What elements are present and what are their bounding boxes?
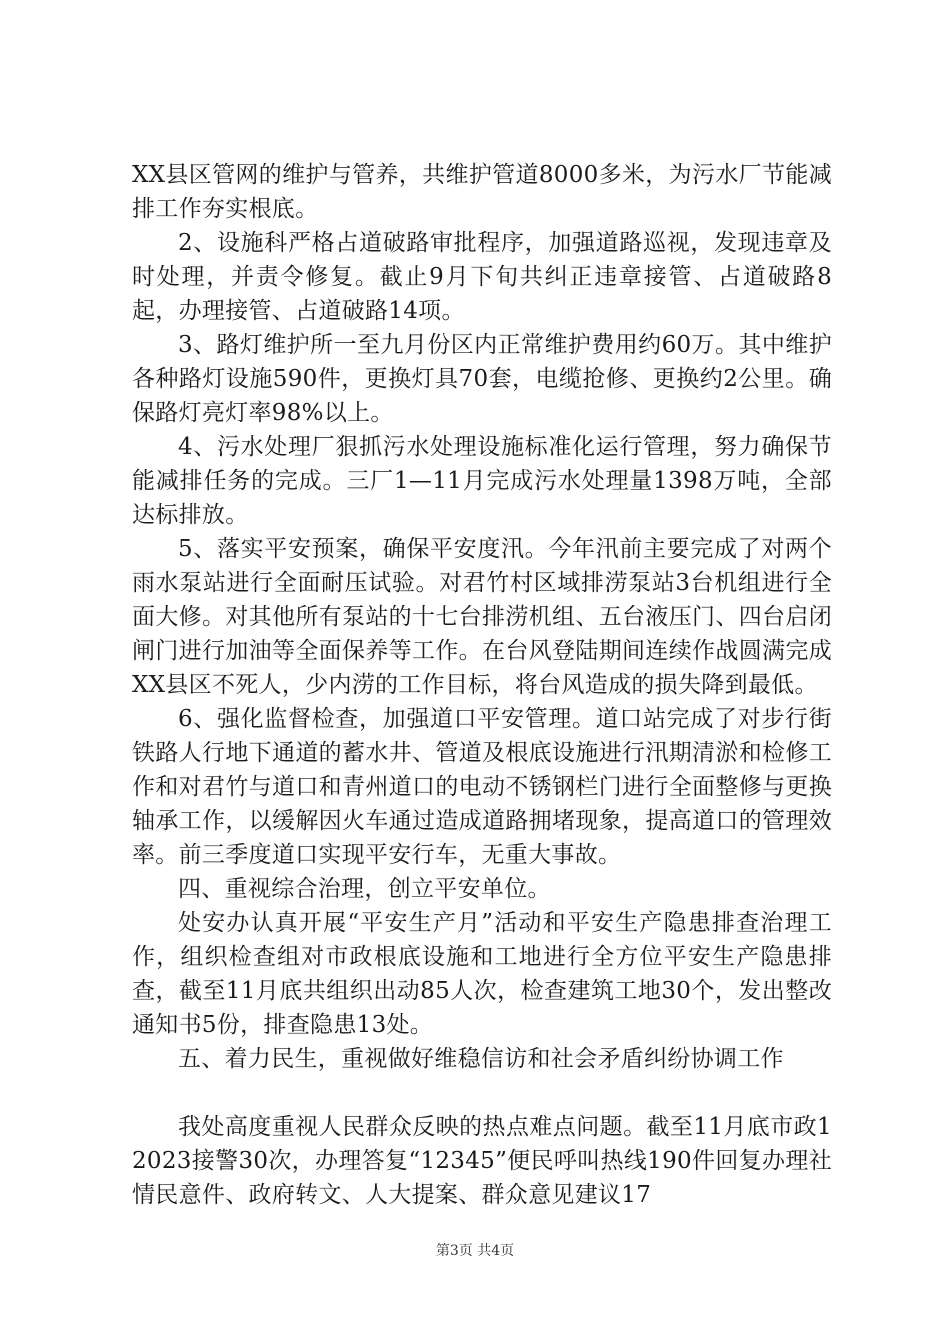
section-heading-5: 五、着力民生，重视做好维稳信访和社会矛盾纠纷协调工作	[178, 1046, 784, 1072]
paragraph-4: 4、污水处理厂狠抓污水处理设施标准化运行管理，努力确保节能减排任务的完成。三厂1—11月完成污水处理量1398万吨，全部达标排放。	[132, 434, 832, 528]
paragraph-8: 我处高度重视人民群众反映的热点难点问题。截至11月底市政12023接警30次，办理答复“12345”便民呼叫热线190件回复办理社情民意件、政府转文、人大提案、群众意见建议17	[132, 1114, 832, 1208]
paragraph-3: 3、路灯维护所一至九月份区内正常维护费用约60万。其中维护各种路灯设施590件，更换灯具70套，电缆抢修、更换约2公里。确保路灯亮灯率98%以上。	[132, 332, 832, 426]
blank-line	[132, 1076, 832, 1110]
page-footer: 第3页 共4页	[435, 1243, 515, 1259]
section-heading-4: 四、重视综合治理，创立平安单位。	[178, 876, 551, 902]
paragraph-2: 2、设施科严格占道破路审批程序，加强道路巡视，发现违章及时处理，并责令修复。截止9月下旬共纠正违章接管、占道破路8起，办理接管、占道破路14项。	[132, 230, 832, 324]
paragraph-7: 处安办认真开展“平安生产月”活动和平安生产隐患排查治理工作，组织检查组对市政根底设施和工地进行全方位平安生产隐患排查，截至11月底共组织出动85人次，检查建筑工地30个，发出整改通知书5份，排查隐患13处。	[132, 910, 832, 1038]
paragraph-6: 6、强化监督检查，加强道口平安管理。道口站完成了对步行街铁路人行地下通道的蓄水井、管道及根底设施进行汛期清淤和检修工作和对君竹与道口和青州道口的电动不锈钢栏门进行全面整修与更换轴承工作，以缓解因火车通过造成道路拥堵现象，提高道口的管理效率。前三季度道口实现平安行车，无重大事故。	[132, 706, 832, 868]
paragraph-5: 5、落实平安预案，确保平安度汛。今年汛前主要完成了对两个雨水泵站进行全面耐压试验。对君竹村区域排涝泵站3台机组进行全面大修。对其他所有泵站的十七台排涝机组、五台液压门、四台启闭闸门进行加油等全面保养等工作。在台风登陆期间连续作战圆满完成XX县区不死人，少内涝的工作目标，将台风造成的损失降到最低。	[132, 536, 832, 698]
paragraph-1: XX县区管网的维护与管养，共维护管道8000多米，为污水厂节能减排工作夯实根底。	[132, 162, 832, 222]
document-body	[132, 158, 832, 1212]
